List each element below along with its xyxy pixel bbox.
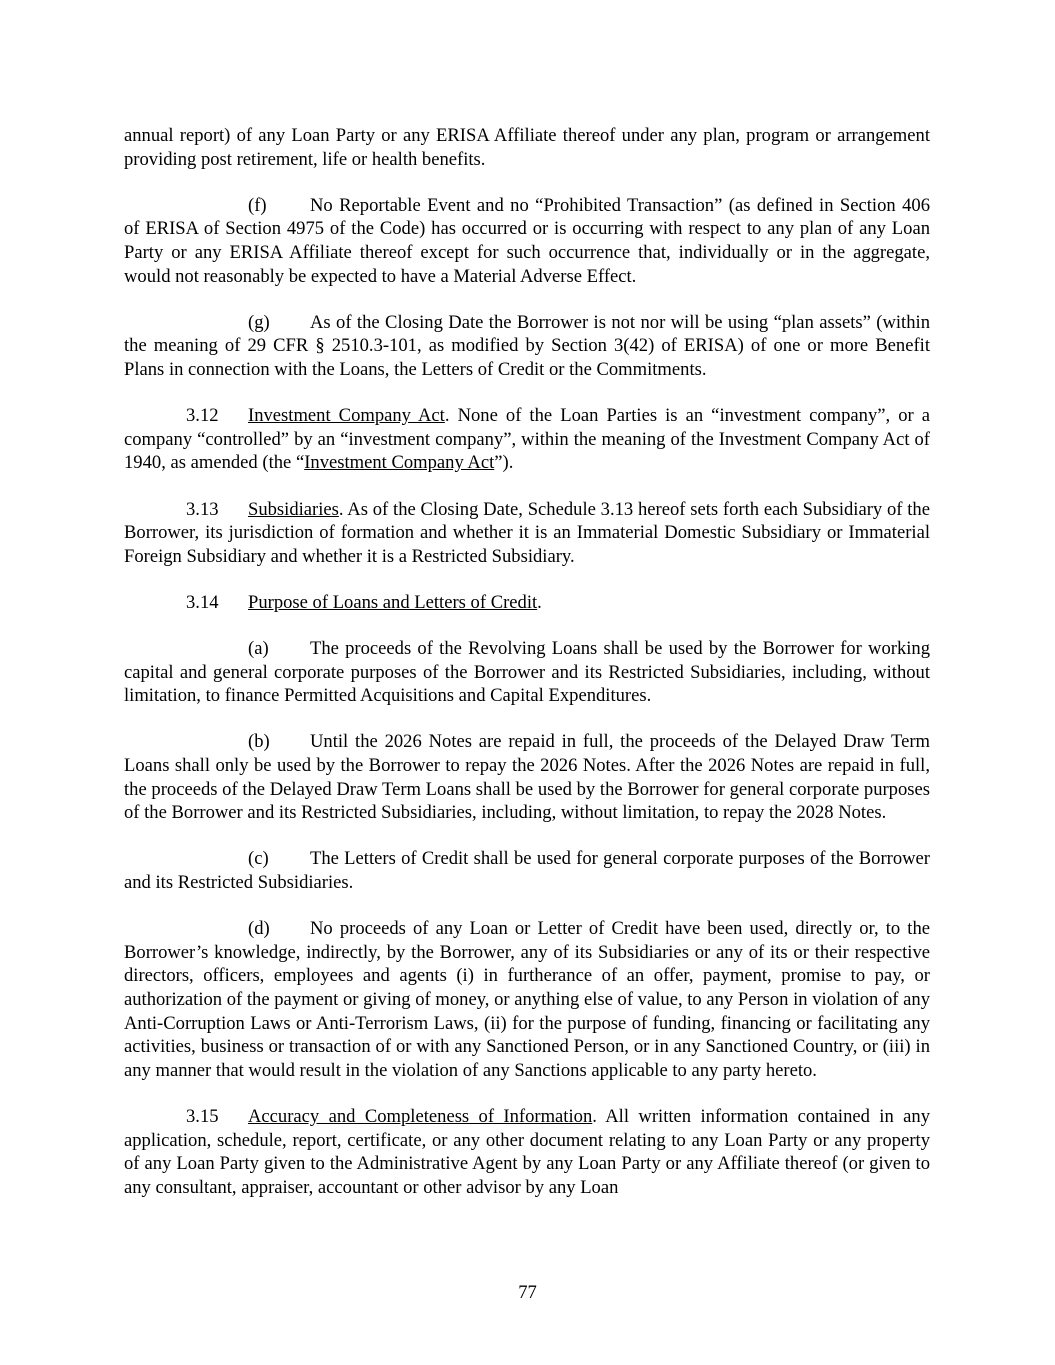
section-text-3-14: . bbox=[537, 591, 542, 613]
clause-text-c: The Letters of Credit shall be used for general corporate purposes of the Borrower and its Restricted Subsidiaries. bbox=[124, 848, 930, 893]
clause-text-a: The proceeds of the Revolving Loans shall be used by the Borrower for working capital and general corporate purposes of the Borrower and its Restricted Subsidiaries, including, without limitation, to finance Permitted Acquisitions and Capital Expenditures. bbox=[124, 638, 930, 707]
clause-label-b: (b) bbox=[248, 731, 270, 753]
paragraph-f bbox=[124, 194, 930, 288]
clause-label-f: (f) bbox=[248, 194, 267, 216]
section-number-3-14: 3.14 bbox=[186, 591, 219, 613]
section-3-12 bbox=[124, 404, 930, 475]
section-title-3-15: Accuracy and Completeness of Information bbox=[248, 1105, 593, 1127]
clause-text-g: As of the Closing Date the Borrower is not nor will be using “plan assets” (within the meaning of 29 CFR § 2510.3-101, as modified by Section 3(42) of ERISA) of one or more Benefit Plans in connection with the Loans, the Letters of Credit or the Commitments. bbox=[124, 311, 930, 380]
paragraph-b bbox=[124, 730, 930, 824]
paragraph-d bbox=[124, 917, 930, 1082]
section-3-14 bbox=[124, 591, 930, 615]
clause-label-d: (d) bbox=[248, 918, 270, 940]
paragraph-g bbox=[124, 311, 930, 382]
clause-text-f: No Reportable Event and no “Prohibited Transaction” (as defined in Section 406 of ERISA of Section 4975 of the Code) has occurred or is occurring with respect to any plan of any Loan Party or any ERISA Affiliate thereof except for such occurrence that, individually or in the aggregate, would not reasonably be expected to have a Material Adverse Effect. bbox=[124, 194, 930, 287]
section-text-3-15: . All written information contained in any application, schedule, report, certificate, or any other document relating to any Loan Party or any property of any Loan Party given to the Administrative Agent by any Loan Party or any Affiliate thereof (or given to any consultant, appraiser, accountant or other advisor by any Loan bbox=[124, 1105, 930, 1198]
section-title-3-13: Subsidiaries bbox=[248, 498, 339, 520]
page-number: 77 bbox=[518, 1282, 537, 1303]
paragraph-c bbox=[124, 847, 930, 894]
document-body bbox=[124, 124, 930, 1222]
clause-label-a: (a) bbox=[248, 638, 269, 660]
paragraph-a bbox=[124, 637, 930, 708]
clause-label-c: (c) bbox=[248, 848, 269, 870]
section-3-15 bbox=[124, 1105, 930, 1199]
clause-label-g: (g) bbox=[248, 311, 270, 333]
defined-term-investment-company-act: Investment Company Act bbox=[304, 452, 495, 474]
paragraph-continuation: annual report) of any Loan Party or any ERISA Affiliate thereof under any plan, program or arrangement providing post retirement, life or health benefits. bbox=[124, 125, 930, 170]
section-title-3-14: Purpose of Loans and Letters of Credit bbox=[248, 591, 538, 613]
section-text-3-12-a: . None of the Loan Parties is an “investment company”, or a company “controlled” by an “investment company”, within the meaning of the Investment Company Act of 1940, as amended (the “ bbox=[124, 405, 930, 474]
section-number-3-12: 3.12 bbox=[186, 405, 219, 427]
clause-text-d: No proceeds of any Loan or Letter of Credit have been used, directly or, to the Borrower’s knowledge, indirectly, by the Borrower, any of its Subsidiaries or any of its or their respective directors, officers, employees and agents (i) in furtherance of an offer, payment, promise to pay, or authorization of the payment or giving of money, or anything else of value, to any Person in violation of any Anti-Corruption Laws or Anti-Terrorism Laws, (ii) for the purpose of funding, financing or facilitating any activities, business or transaction of or with any Sanctioned Person, or in any Sanctioned Country, or (iii) in any manner that would result in the violation of any Sanctions applicable to any party hereto. bbox=[124, 918, 930, 1081]
section-number-3-13: 3.13 bbox=[186, 498, 219, 520]
clause-text-b: Until the 2026 Notes are repaid in full, the proceeds of the Delayed Draw Term Loans shall only be used by the Borrower to repay the 2026 Notes. After the 2026 Notes are repaid in full, the proceeds of the Delayed Draw Term Loans shall be used by the Borrower for general corporate purposes of the Borrower and its Restricted Subsidiaries, including, without limitation, to repay the 2028 Notes. bbox=[124, 731, 930, 824]
section-number-3-15: 3.15 bbox=[186, 1105, 219, 1127]
section-title-3-12: Investment Company Act bbox=[248, 405, 445, 427]
section-3-13 bbox=[124, 498, 930, 569]
section-text-3-13: . As of the Closing Date, Schedule 3.13 hereof sets forth each Subsidiary of the Borrower, its jurisdiction of formation and whether it is an Immaterial Domestic Subsidiary or Immaterial Foreign Subsidiary and whether it is a Restricted Subsidiary. bbox=[124, 498, 930, 567]
section-text-3-12-b: ”). bbox=[494, 452, 514, 474]
